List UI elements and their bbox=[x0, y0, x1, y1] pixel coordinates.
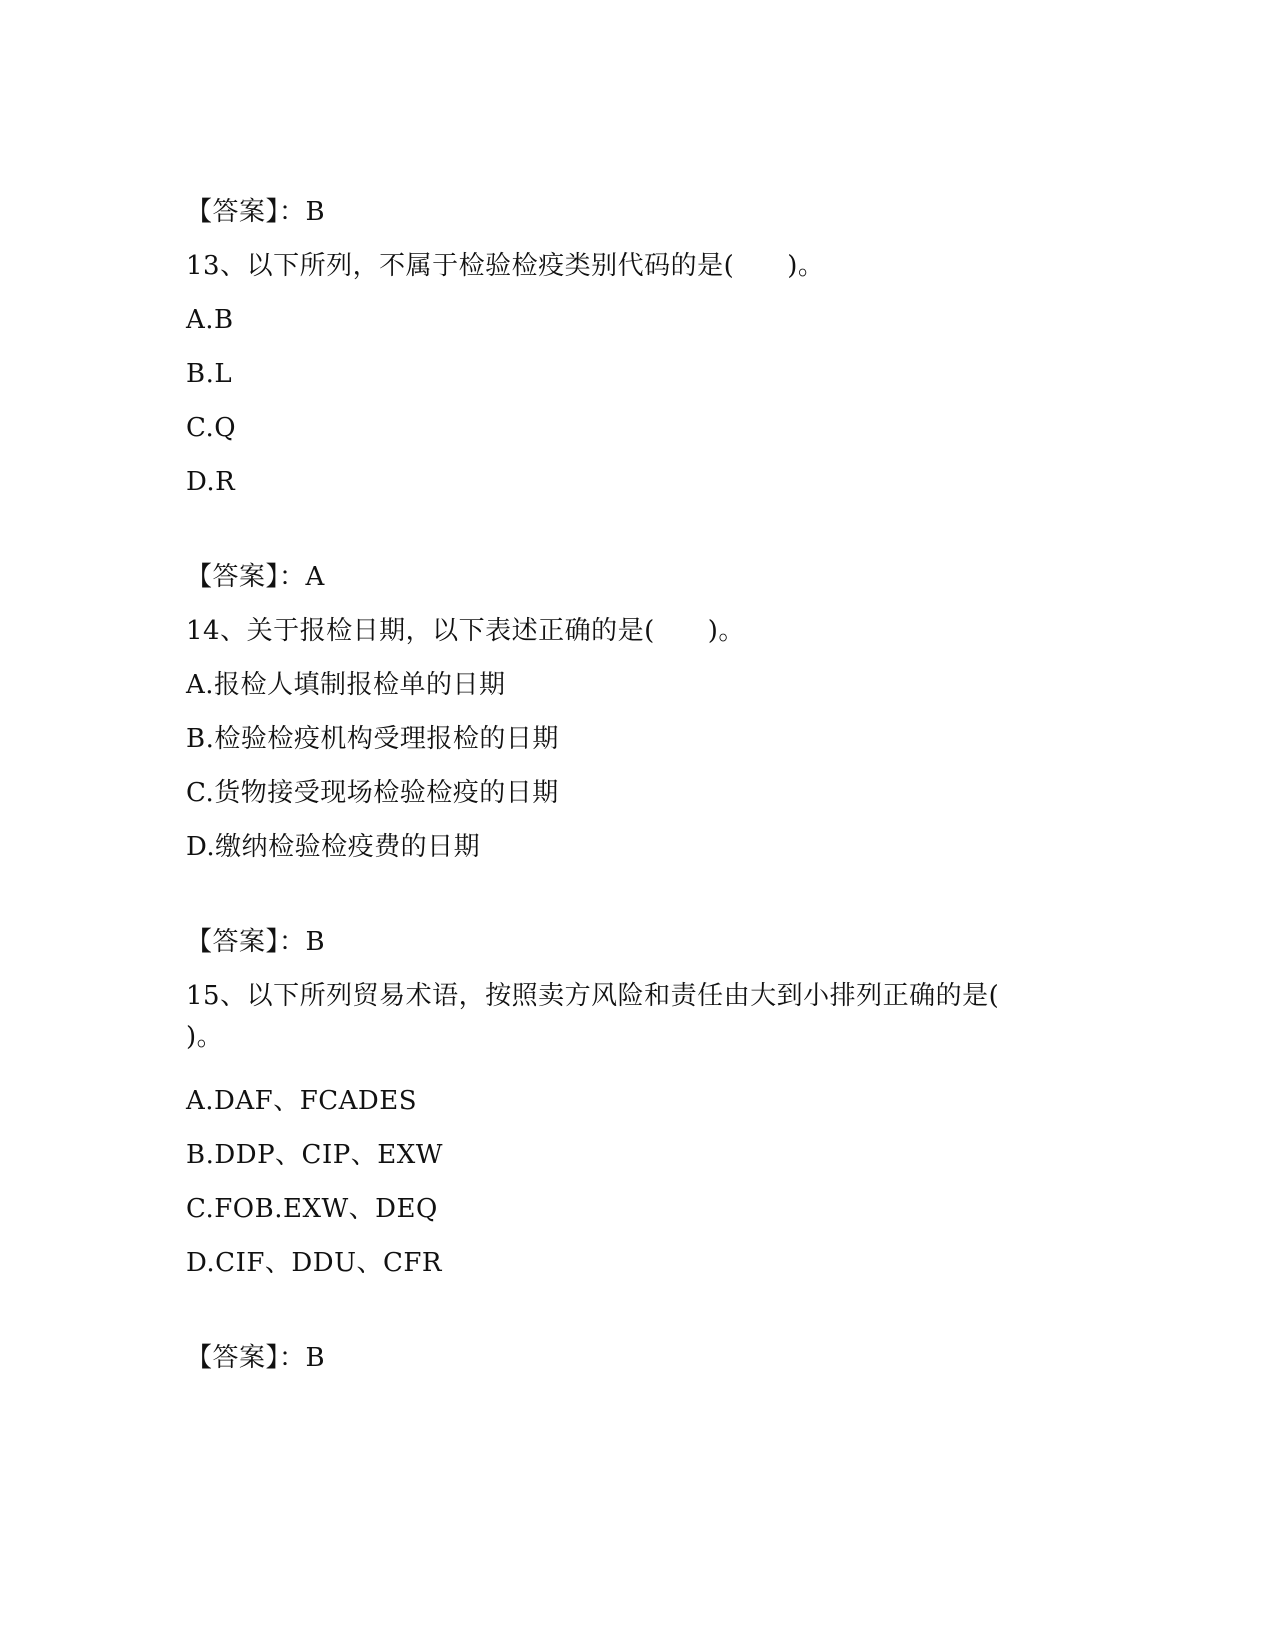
question-14-stem: 14、关于报检日期，以下表述正确的是( )。 bbox=[186, 616, 745, 646]
question-13-option-d: D.R bbox=[186, 467, 236, 497]
question-13-stem: 13、以下所列，不属于检验检疫类别代码的是( )。 bbox=[186, 251, 825, 281]
question-13-option-c: C.Q bbox=[186, 413, 237, 443]
question-14-option-d: D.缴纳检验检疫费的日期 bbox=[186, 832, 481, 862]
question-13-answer: 【答案】：A bbox=[186, 562, 325, 592]
question-14-option-a: A.报检人填制报检单的日期 bbox=[186, 670, 506, 700]
question-14-answer: 【答案】：B bbox=[186, 927, 326, 957]
question-15-option-c: C.FOB.EXW、DEQ bbox=[186, 1194, 438, 1224]
question-15-option-d: D.CIF、DDU、CFR bbox=[186, 1248, 443, 1278]
question-15-option-b: B.DDP、CIP、EXW bbox=[186, 1140, 443, 1170]
question-13-option-b: B.L bbox=[186, 359, 233, 389]
question-15-stem-line1: 15、以下所列贸易术语，按照卖方风险和责任由大到小排列正确的是( bbox=[186, 981, 1000, 1011]
question-13-option-a: A.B bbox=[186, 305, 234, 335]
question-14-option-c: C.货物接受现场检验检疫的日期 bbox=[186, 778, 559, 808]
question-14-option-b: B.检验检疫机构受理报检的日期 bbox=[186, 724, 559, 754]
question-15-answer: 【答案】：B bbox=[186, 1343, 326, 1373]
question-15-option-a: A.DAF、FCADES bbox=[186, 1086, 418, 1116]
answer-previous: 【答案】：B bbox=[186, 197, 326, 227]
question-15-stem-line2: )。 bbox=[186, 1022, 224, 1052]
